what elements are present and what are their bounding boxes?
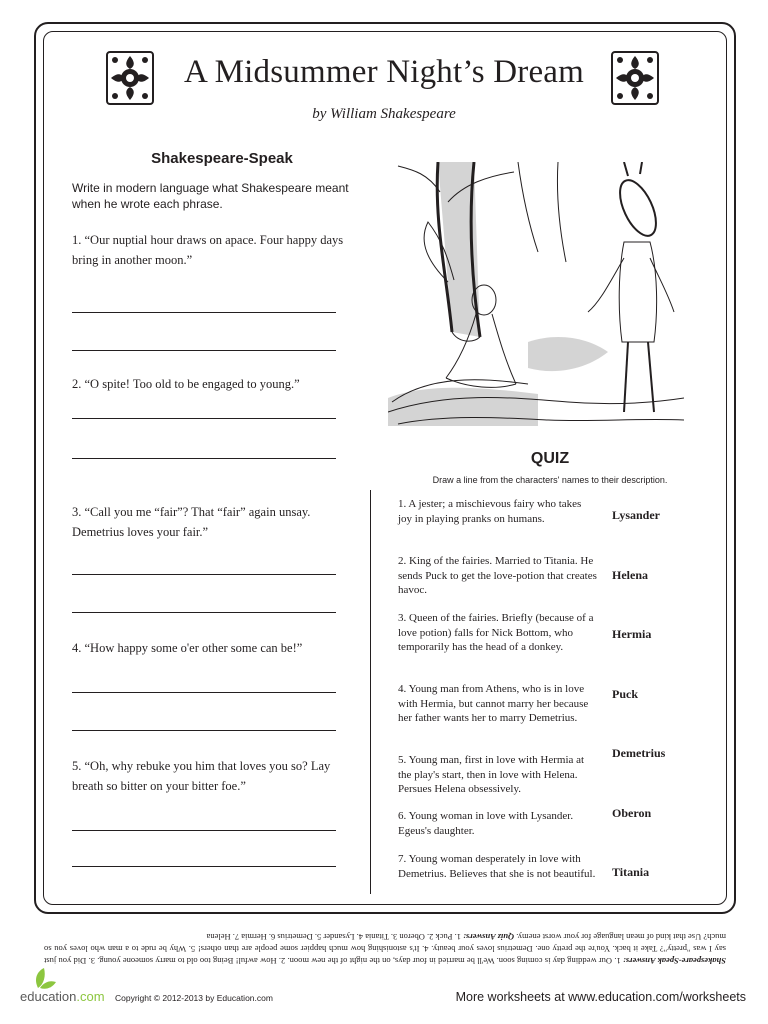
- copyright: Copyright © 2012-2013 by Education.com: [115, 993, 273, 1003]
- worksheet-title: A Midsummer Night’s Dream: [183, 54, 585, 90]
- answer-line[interactable]: [72, 350, 336, 351]
- section-instructions: Write in modern language what Shakespeare meant when he wrote each phrase.: [72, 181, 349, 211]
- quiz-name[interactable]: Lysander: [612, 508, 661, 522]
- quiz-name[interactable]: Demetrius: [612, 746, 666, 760]
- speak-answers-label: Shakespeare-Speak Answers:: [622, 956, 726, 966]
- logo-suffix: .com: [76, 989, 105, 1004]
- quiz-instructions: Draw a line from the characters' names to their description.: [432, 475, 668, 485]
- quiz-name[interactable]: Oberon: [612, 806, 652, 820]
- question-2: 2. “O spite! Too old to be engaged to young.”: [72, 377, 300, 391]
- answer-line[interactable]: [72, 418, 336, 419]
- answer-line[interactable]: [72, 312, 336, 313]
- quiz-description: 5. Young man, first in love with Hermia at the play's start, then in love with Helena. Persues Helena obsessively.: [398, 754, 585, 795]
- fairy-and-donkey-illustration: [388, 162, 684, 426]
- quiz-answers-text: 1. Puck 2. Oberon 3. Titania 4. Lysander 5. Demetrius 6. Hermia 7. Helena: [206, 932, 462, 942]
- quiz-divider: [370, 490, 371, 894]
- quiz-description: 1. A jester; a mischievous fairy who takes joy in playing pranks on humans.: [398, 498, 582, 525]
- answer-line[interactable]: [72, 830, 336, 831]
- quiz-description: 3. Queen of the fairies. Briefly (because of a love potion) falls for Nick Bottom, who temporarily has the head of a donkey.: [398, 612, 594, 653]
- speak-answers-text: 1. Our wedding day is coming soon. We'll be married in four days, on the night of the new moon. 2. How awful! Being too old to marry someone young. 3. Did you just say I was "pretty"? Take it back. You're the pretty one. Demetrius loves your beauty. 4. It's astonishing how much happier some people are than others! 5. Why be rude to a man who loves you so much? Use that kind of mean language for your worst enemy.: [44, 932, 726, 966]
- quiz-description: 4. Young man from Athens, who is in love with Hermia, but cannot marry her because her father wants her to marry Demetrius.: [398, 683, 589, 724]
- answer-line[interactable]: [72, 692, 336, 693]
- quiz-description: 7. Young woman desperately in love with Demetrius. Believes that she is not beautiful.: [398, 853, 596, 880]
- question-3: 3. “Call you me “fair”? That “fair” again unsay. Demetrius loves your fair.”: [72, 505, 311, 539]
- answer-line[interactable]: [72, 866, 336, 867]
- question-1: 1. “Our nuptial hour draws on apace. Four happy days bring in another moon.”: [72, 233, 344, 267]
- answer-line[interactable]: [72, 612, 336, 613]
- quiz-name[interactable]: Hermia: [612, 627, 652, 641]
- answer-line[interactable]: [72, 574, 336, 575]
- floral-ornament-icon: [105, 50, 155, 106]
- question-4: 4. “How happy some o'er other some can be!”: [72, 641, 303, 655]
- answer-line[interactable]: [72, 458, 336, 459]
- upside-down-answer-key: [44, 915, 726, 967]
- quiz-name[interactable]: Puck: [612, 687, 639, 701]
- more-worksheets-link[interactable]: More worksheets at www.education.com/worksheets: [455, 990, 746, 1004]
- logo-main: education: [20, 989, 77, 1004]
- quiz-title: QUIZ: [530, 450, 570, 467]
- author-byline: by William Shakespeare: [312, 106, 456, 122]
- quiz-name[interactable]: Titania: [612, 865, 650, 879]
- quiz-description: 6. Young woman in love with Lysander. Egeus's daughter.: [398, 810, 574, 837]
- quiz-answers-label: Quiz Answers:: [463, 932, 515, 942]
- section-title: Shakespeare-Speak: [151, 150, 293, 167]
- quiz-name[interactable]: Helena: [612, 568, 648, 582]
- quiz-description: 2. King of the fairies. Married to Titania. He sends Puck to get the love-potion that creates havoc.: [398, 555, 597, 596]
- education-logo[interactable]: [20, 989, 105, 1004]
- floral-ornament-icon: [610, 50, 660, 106]
- question-5: 5. “Oh, why rebuke you him that loves you so? Lay breath so bitter on your bitter foe.”: [72, 759, 331, 793]
- answer-line[interactable]: [72, 730, 336, 731]
